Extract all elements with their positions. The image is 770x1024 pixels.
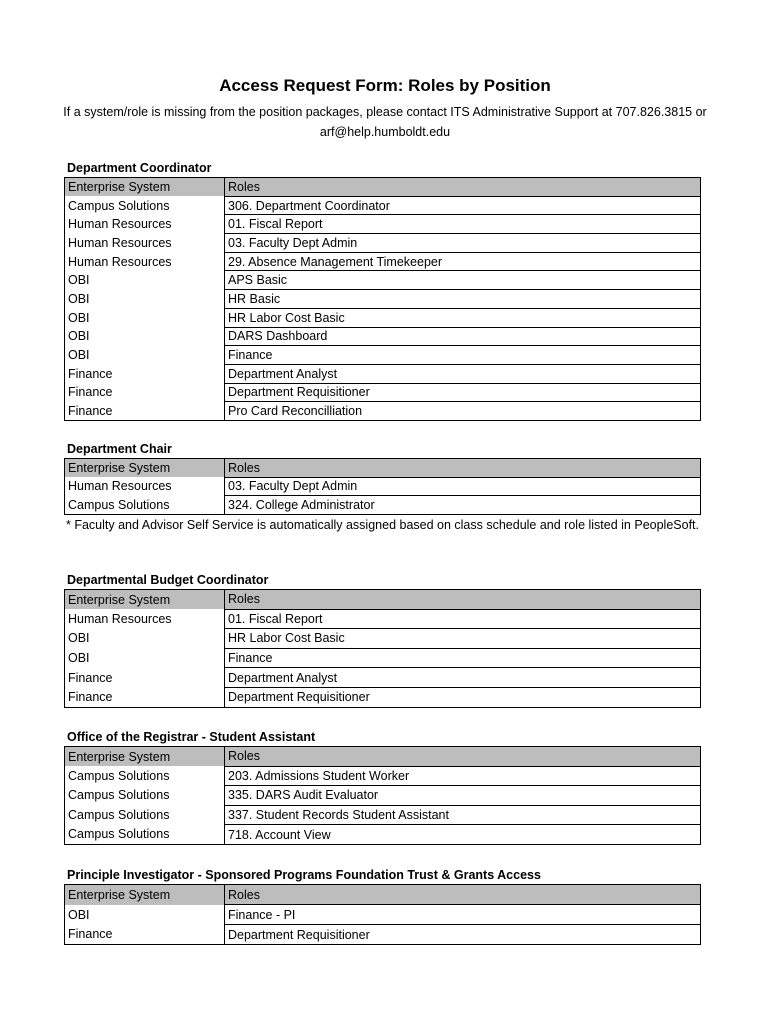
page-subtitle: If a system/role is missing from the position packages, please contact ITS Administrative Support at 707.826.3815 or arf@help.humboldt.edu bbox=[63, 105, 707, 139]
role-cell: 335. DARS Audit Evaluator bbox=[225, 786, 701, 806]
role-cell: 03. Faculty Dept Admin bbox=[225, 477, 701, 496]
table-row bbox=[65, 825, 701, 845]
table-row bbox=[65, 905, 701, 925]
section-0 bbox=[64, 160, 701, 421]
page-title: Access Request Form: Roles by Position bbox=[219, 76, 551, 95]
header-enterprise-system: Enterprise System bbox=[65, 178, 225, 197]
enterprise-system-cell: Finance bbox=[68, 690, 113, 705]
enterprise-system-cell: Campus Solutions bbox=[68, 497, 170, 512]
header-enterprise-system: Enterprise System bbox=[65, 590, 225, 610]
role-cell: 337. Student Records Student Assistant bbox=[225, 805, 701, 825]
enterprise-system-cell: Human Resources bbox=[68, 479, 172, 494]
enterprise-system-cell: OBI bbox=[68, 273, 90, 288]
header-roles: Roles bbox=[225, 459, 701, 478]
role-cell: HR Labor Cost Basic bbox=[225, 629, 701, 649]
section-4 bbox=[64, 867, 701, 945]
table-row bbox=[65, 766, 701, 786]
table-row bbox=[65, 215, 701, 234]
role-cell: 01. Fiscal Report bbox=[225, 215, 701, 234]
role-cell: HR Basic bbox=[225, 290, 701, 309]
role-cell: HR Labor Cost Basic bbox=[225, 308, 701, 327]
header-roles: Roles bbox=[225, 747, 701, 767]
table-row bbox=[65, 609, 701, 629]
header-roles: Roles bbox=[225, 590, 701, 610]
enterprise-system-cell: Human Resources bbox=[68, 235, 172, 250]
role-cell: Pro Card Reconcilliation bbox=[225, 402, 701, 421]
enterprise-system-cell: OBI bbox=[68, 348, 90, 363]
section-title: Principle Investigator - Sponsored Programs Foundation Trust & Grants Access bbox=[67, 868, 541, 882]
section-1 bbox=[64, 441, 701, 535]
enterprise-system-cell: Campus Solutions bbox=[68, 768, 170, 783]
table-row bbox=[65, 234, 701, 253]
role-cell: APS Basic bbox=[225, 271, 701, 290]
enterprise-system-cell: OBI bbox=[68, 651, 90, 666]
table-row bbox=[65, 364, 701, 383]
enterprise-system-cell: Finance bbox=[68, 403, 113, 418]
header-enterprise-system: Enterprise System bbox=[65, 885, 225, 905]
table-row bbox=[65, 786, 701, 806]
table-row bbox=[65, 383, 701, 402]
enterprise-system-cell: OBI bbox=[68, 631, 90, 646]
enterprise-system-cell: Finance bbox=[68, 366, 113, 381]
section-2 bbox=[64, 572, 701, 708]
table-row bbox=[65, 327, 701, 346]
table-header-row bbox=[65, 459, 701, 478]
table-row bbox=[65, 308, 701, 327]
roles-table bbox=[64, 458, 701, 515]
role-cell: Department Requisitioner bbox=[225, 383, 701, 402]
header-enterprise-system: Enterprise System bbox=[65, 459, 225, 478]
enterprise-system-cell: Finance bbox=[68, 670, 113, 685]
header-roles: Roles bbox=[225, 178, 701, 197]
header-roles: Roles bbox=[225, 885, 701, 905]
table-row bbox=[65, 805, 701, 825]
enterprise-system-cell: OBI bbox=[68, 907, 90, 922]
role-cell: 03. Faculty Dept Admin bbox=[225, 234, 701, 253]
role-cell: Department Requisitioner bbox=[225, 925, 701, 945]
table-row bbox=[65, 271, 701, 290]
enterprise-system-cell: Campus Solutions bbox=[68, 788, 170, 803]
roles-table bbox=[64, 884, 701, 945]
enterprise-system-cell: OBI bbox=[68, 329, 90, 344]
section-title: Department Chair bbox=[67, 442, 172, 456]
enterprise-system-cell: Campus Solutions bbox=[68, 198, 170, 213]
table-row bbox=[65, 252, 701, 271]
table-row bbox=[65, 346, 701, 365]
roles-table bbox=[64, 589, 701, 708]
role-cell: 718. Account View bbox=[225, 825, 701, 845]
table-row bbox=[65, 196, 701, 215]
table-header-row bbox=[65, 747, 701, 767]
enterprise-system-cell: Human Resources bbox=[68, 254, 172, 269]
table-header-row bbox=[65, 590, 701, 610]
role-cell: 203. Admissions Student Worker bbox=[225, 766, 701, 786]
role-cell: Finance bbox=[225, 346, 701, 365]
enterprise-system-cell: OBI bbox=[68, 310, 90, 325]
table-row bbox=[65, 290, 701, 309]
footnote: * Faculty and Advisor Self Service is automatically assigned based on class schedule and role listed in PeopleSoft. bbox=[66, 517, 699, 532]
section-title: Departmental Budget Coordinator bbox=[67, 573, 269, 587]
table-row bbox=[65, 687, 701, 707]
enterprise-system-cell: Finance bbox=[68, 385, 113, 400]
table-row bbox=[65, 629, 701, 649]
role-cell: Department Analyst bbox=[225, 668, 701, 688]
role-cell: Department Analyst bbox=[225, 364, 701, 383]
table-row bbox=[65, 648, 701, 668]
table-row bbox=[65, 402, 701, 421]
role-cell: 29. Absence Management Timekeeper bbox=[225, 252, 701, 271]
enterprise-system-cell: Campus Solutions bbox=[68, 808, 170, 823]
role-cell: DARS Dashboard bbox=[225, 327, 701, 346]
table-header-row bbox=[65, 178, 701, 197]
section-title: Department Coordinator bbox=[67, 161, 212, 175]
table-row bbox=[65, 477, 701, 496]
roles-table bbox=[64, 746, 701, 845]
roles-table bbox=[64, 177, 701, 421]
role-cell: Department Requisitioner bbox=[225, 687, 701, 707]
role-cell: Finance bbox=[225, 648, 701, 668]
header-enterprise-system: Enterprise System bbox=[65, 747, 225, 767]
role-cell: Finance - PI bbox=[225, 905, 701, 925]
role-cell: 306. Department Coordinator bbox=[225, 196, 701, 215]
table-header-row bbox=[65, 885, 701, 905]
enterprise-system-cell: Campus Solutions bbox=[68, 827, 170, 842]
role-cell: 324. College Administrator bbox=[225, 496, 701, 515]
table-row bbox=[65, 496, 701, 515]
enterprise-system-cell: Human Resources bbox=[68, 611, 172, 626]
table-row bbox=[65, 925, 701, 945]
enterprise-system-cell: Finance bbox=[68, 927, 113, 942]
enterprise-system-cell: OBI bbox=[68, 291, 90, 306]
section-3 bbox=[64, 729, 701, 845]
table-row bbox=[65, 668, 701, 688]
enterprise-system-cell: Human Resources bbox=[68, 217, 172, 232]
section-title: Office of the Registrar - Student Assistant bbox=[67, 730, 316, 744]
role-cell: 01. Fiscal Report bbox=[225, 609, 701, 629]
